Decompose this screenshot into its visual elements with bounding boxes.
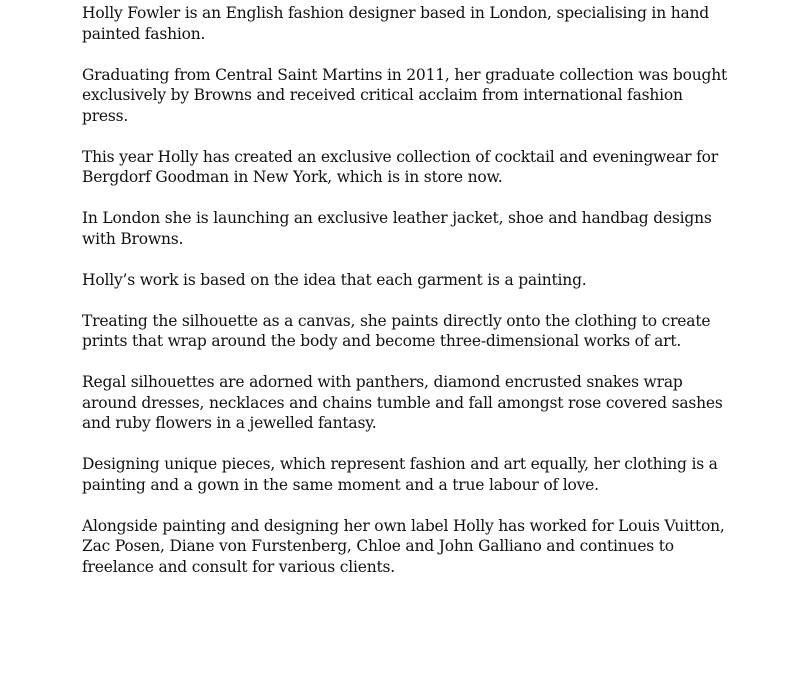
bio-paragraph: Holly’s work is based on the idea that each garment is a painting.: [82, 270, 587, 289]
bio-paragraph: Alongside painting and designing her own label Holly has worked for Louis Vuitton, Zac Posen, Diane von Furstenberg, Chloe and John Galliano and continues to freelance and consult for various clients.: [82, 516, 725, 576]
bio-paragraph: Treating the silhouette as a canvas, she paints directly onto the clothing to create prints that wrap around the body and become three-dimensional works of art.: [82, 311, 711, 350]
bio-paragraph: This year Holly has created an exclusive collection of cocktail and eveningwear for Bergdorf Goodman in New York, which is in store now.: [82, 147, 718, 186]
bio-paragraph: Designing unique pieces, which represent fashion and art equally, her clothing is a painting and a gown in the same moment and a true labour of love.: [82, 455, 718, 494]
biography-text: [82, 3, 732, 598]
bio-paragraph: Graduating from Central Saint Martins in 2011, her graduate collection was bought exclusively by Browns and received critical acclaim from international fashion press.: [82, 65, 728, 125]
bio-paragraph: Holly Fowler is an English fashion designer based in London, specialising in hand painted fashion.: [82, 4, 710, 43]
bio-paragraph: Regal silhouettes are adorned with panthers, diamond encrusted snakes wrap around dresses, necklaces and chains tumble and fall amongst rose covered sashes and ruby flowers in a jewelled fantasy.: [82, 373, 723, 432]
bio-paragraph: In London she is launching an exclusive leather jacket, shoe and handbag designs with Browns.: [82, 209, 712, 248]
